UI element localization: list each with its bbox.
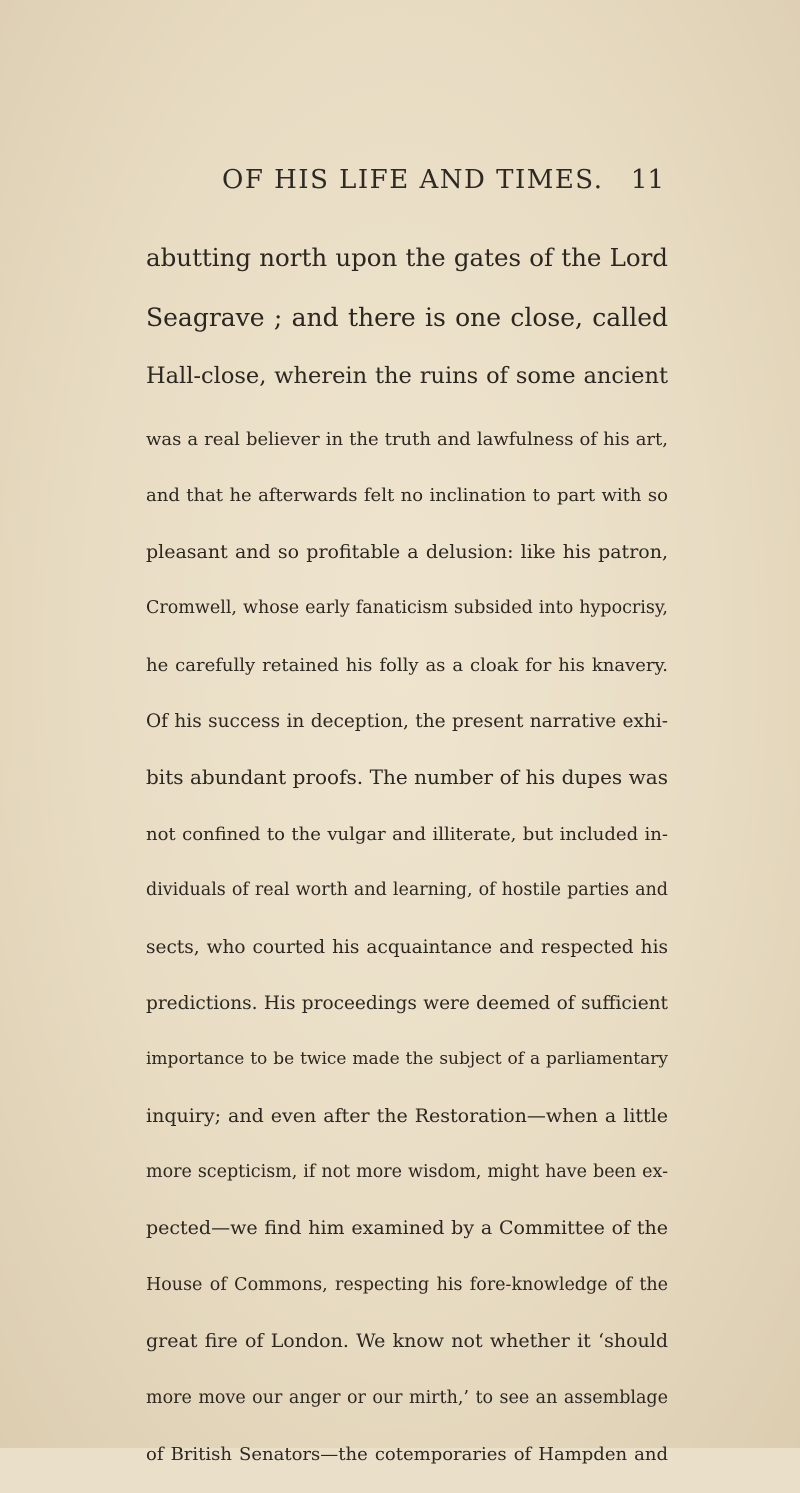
text-line: he carefully retained his folly as a cloak for his knavery.	[146, 654, 668, 676]
text-line: dividuals of real worth and learning, of hostile parties and	[146, 880, 668, 901]
text-line: pected—we find him examined by a Committee of the	[146, 1217, 668, 1240]
text-line: sects, who courted his acquaintance and respected his	[146, 936, 668, 958]
text-line: Hall-close, wherein the ruins of some ancient	[146, 363, 668, 389]
text-line: Of his success in deception, the present narrative exhi-	[146, 710, 668, 732]
text-line: inquiry; and even after the Restoration—when a little	[146, 1104, 668, 1127]
main-paragraph	[146, 422, 668, 1493]
text-line: great fire of London. We know not whether it ‘should	[146, 1330, 668, 1353]
text-line: more scepticism, if not more wisdom, might have been ex-	[146, 1162, 668, 1183]
text-line: not confined to the vulgar and illiterate, but included in-	[146, 823, 668, 845]
text-line: was a real believer in the truth and lawfulness of his art,	[146, 429, 668, 450]
text-fragment-top	[146, 240, 668, 419]
text-line: predictions. His proceedings were deemed of sufficient	[146, 992, 668, 1014]
text-line: bits abundant proofs. The number of his dupes was	[146, 765, 668, 790]
running-head: OF HIS LIFE AND TIMES.	[222, 165, 604, 195]
text-line: more move our anger or our mirth,’ to see an assemblage	[146, 1387, 668, 1408]
text-line: of British Senators—the cotemporaries of Hampden and	[146, 1444, 668, 1466]
text-line: and that he afterwards felt no inclination to part with so	[146, 485, 668, 507]
text-line: Seagrave ; and there is one close, called	[146, 302, 668, 332]
text-line: importance to be twice made the subject of a parliamentary	[146, 1049, 668, 1070]
text-line: House of Commons, respecting his fore-knowledge of the	[146, 1274, 668, 1295]
text-line: Cromwell, whose early fanaticism subsided into hypocrisy,	[146, 598, 668, 619]
page-number: 11	[630, 165, 664, 195]
text-line: abutting north upon the gates of the Lord	[146, 243, 668, 272]
text-line: pleasant and so profitable a delusion: like his patron,	[146, 540, 668, 563]
